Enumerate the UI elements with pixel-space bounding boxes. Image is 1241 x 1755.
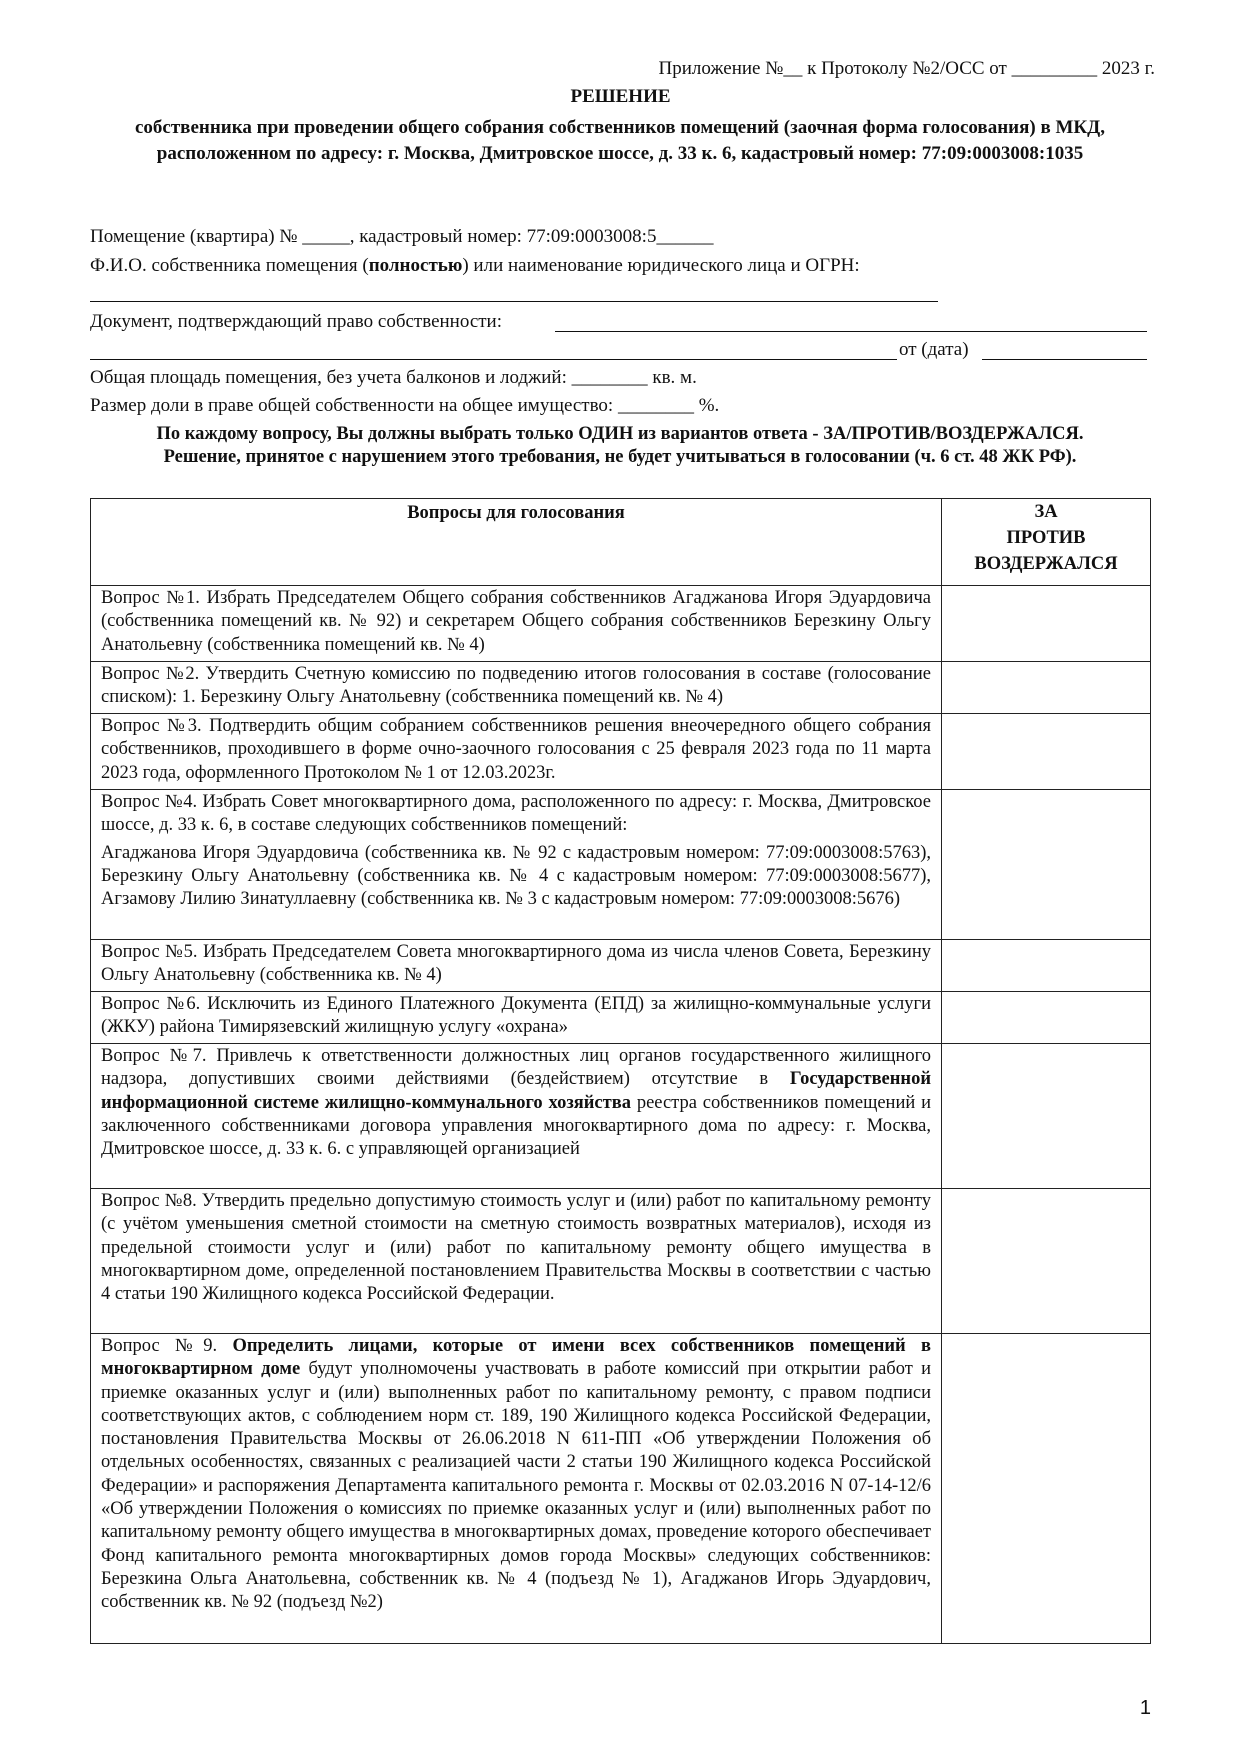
owner-label-suffix: ) или наименование юридического лица и ОГРН: <box>462 255 860 276</box>
question-5-answer-cell[interactable] <box>942 940 1151 992</box>
answer-for-label: ЗА <box>1034 502 1058 522</box>
question-9-number: Вопрос №9. <box>101 1336 233 1356</box>
voting-table <box>90 498 1151 1644</box>
question-3-text: Вопрос №3. Подтвердить общим собранием собственников решения внеочередного общего собрания собственников, проходившего в форме очно-заочного голосования с 25 февраля 2023 года по 11 марта 2023 года, оформленного Протоколом № 1 от 12.03.2023г. <box>91 714 942 790</box>
table-row <box>91 992 1151 1044</box>
question-7-part-1: Вопрос №7. Привлечь к ответственности должностных лиц органов государственного жилищного надзора, допустивших своими действиями (бездействием) отсутствие в <box>101 1046 931 1090</box>
question-6-answer-cell[interactable] <box>942 992 1151 1044</box>
answer-against-label: ПРОТИВ <box>1006 528 1086 548</box>
ownership-document-label: Документ, подтверждающий право собственности: <box>90 311 503 332</box>
table-header-row <box>91 499 1151 586</box>
area-field: Общая площадь помещения, без учета балконов и лоджий: ________ кв. м. <box>90 367 697 388</box>
question-7-bold: Государственной информационной системе жилищно-коммунального хозяйства <box>101 1069 931 1113</box>
table-row <box>91 1189 1151 1334</box>
table-row <box>91 662 1151 714</box>
question-7-answer-cell[interactable] <box>942 1044 1151 1189</box>
question-6-text: Вопрос №6. Исключить из Единого Платежного Документа (ЕПД) за жилищно-коммунальные услуги (ЖКУ) района Тимирязевский жилищную услугу «охрана» <box>91 992 942 1044</box>
table-row <box>91 1334 1151 1644</box>
ownership-document-line-2[interactable] <box>90 359 897 360</box>
question-8-answer-cell[interactable] <box>942 1189 1151 1334</box>
question-3-answer-cell[interactable] <box>942 714 1151 790</box>
table-row <box>91 1044 1151 1189</box>
question-9-body: будут уполномочены участвовать в работе комиссий при открытии работ и приемке оказанных услуг и (или) выполненных работ по капитальному ремонту, с правом подписи соответствующих актов, с соблюдением норм ст. 189, 190 Жилищного кодекса Российской Федерации, постановления Правительства Москвы от 26.06.2018 N 611-ПП «Об утверждении Положения об отдельных особенностях, связанных с реализацией части 2 статьи 190 Жилищного кодекса Российской Федерации» и распоряжения Департамента капитального ремонта г. Москвы от 02.03.2016 N 07-14-12/6 «Об утверждении Положения о комиссиях по приемке оказанных услуг и (или) выполненных работ по капитальному ремонту общего имущества в многоквартирных домах, проведение которого обеспечивает Фонд капитального ремонта многоквартирных домов города Москвы» следующих собственников: Березкина Ольга Анатольевна, собственник кв. № 4 (подъезд № 1), Агаджанов Игорь Эдуардович, собственник кв. № 92 (подъезд №2) <box>101 1359 931 1613</box>
question-4-answer-cell[interactable] <box>942 790 1151 940</box>
owner-name-line[interactable] <box>90 301 938 302</box>
question-7-text <box>91 1044 942 1189</box>
page-number: 1 <box>1139 1697 1151 1719</box>
voting-notice-line-1: По каждому вопросу, Вы должны выбрать только ОДИН из вариантов ответа - ЗА/ПРОТИВ/ВОЗДЕРЖАЛСЯ. <box>156 424 1084 444</box>
question-2-answer-cell[interactable] <box>942 662 1151 714</box>
question-8-text: Вопрос №8. Утвердить предельно допустимую стоимость услуг и (или) работ по капитальному ремонту (с учётом уменьшения сметной стоимости на сметную стоимость возвратных материалов), исходя из предельной стоимости услуг и (или) работ по капитальному ремонту общего имущества в многоквартирном доме, определенной постановлением Правительства Москвы в соответствии с частью 4 статьи 190 Жилищного кодекса Российской Федерации. <box>91 1189 942 1334</box>
table-row <box>91 586 1151 662</box>
document-title: РЕШЕНИЕ <box>570 86 671 107</box>
table-row <box>91 714 1151 790</box>
premises-field: Помещение (квартира) № _____, кадастровый номер: 77:09:0003008:5______ <box>90 226 714 247</box>
question-4-intro: Вопрос №4. Избрать Совет многоквартирного дома, расположенного по адресу: г. Москва, Дмитровское шоссе, д. 33 к. 6, в составе следующих собственников помещений: <box>101 792 931 836</box>
question-4-text <box>91 790 942 940</box>
question-5-text: Вопрос №5. Избрать Председателем Совета многоквартирного дома из числа членов Совета, Березкину Ольгу Анатольевну (собственника кв. № 4) <box>91 940 942 992</box>
question-9-bold: Определить лицами, которые от имени всех собственников помещений в многоквартирном доме <box>101 1336 931 1380</box>
answers-column-header <box>942 499 1151 586</box>
annex-reference: Приложение №__ к Протоколу №2/ОСС от _________ 2023 г. <box>658 58 1155 79</box>
table-row <box>91 940 1151 992</box>
question-4-members: Агаджанова Игоря Эдуардовича (собственника кв. № 92 с кадастровым номером: 77:09:0003008:5763), Березкину Ольгу Анатольевну (собственника кв. № 4 с кадастровым номером: 77:09:0003008:5677), Агзамову Лилию Зинатуллаевну (собственника кв. № 3 с кадастровым номером: 77:09:0003008:5676) <box>101 842 931 910</box>
ownership-document-line[interactable] <box>555 331 1147 332</box>
owner-field-label <box>90 255 860 277</box>
document-subtitle: собственника при проведении общего собрания собственников помещений (заочная форма голосования) в МКД, расположенном по адресу: г. Москва, Дмитровское шоссе, д. 33 к. 6, кадастровый номер: 77:09:0003008:1035 <box>134 117 1105 164</box>
question-1-text: Вопрос №1. Избрать Председателем Общего собрания собственников Агаджанова Игоря Эдуардовича (собственника помещений кв. № 92) и секретарем Общего собрания собственников Березкину Ольгу Анатольевну (собственника помещений кв. № 4) <box>91 586 942 662</box>
question-1-answer-cell[interactable] <box>942 586 1151 662</box>
questions-column-header: Вопросы для голосования <box>91 499 942 586</box>
date-line[interactable] <box>982 359 1147 360</box>
owner-label-prefix: Ф.И.О. собственника помещения ( <box>90 255 369 276</box>
table-row <box>91 790 1151 940</box>
question-7-part-2: реестра собственников помещений и заключенного собственниками договора управления многоквартирного дома по адресу: г. Москва, Дмитровское шоссе, д. 33 к. 6. с управляющей организацией <box>101 1092 931 1160</box>
question-9-answer-cell[interactable] <box>942 1334 1151 1644</box>
date-label: от (дата) <box>899 339 969 360</box>
share-field: Размер доли в праве общей собственности на общее имущество: ________ %. <box>90 395 720 416</box>
owner-label-bold: полностью <box>368 255 463 276</box>
voting-notice-line-2: Решение, принятое с нарушением этого требования, не будет учитываться в голосовании (ч. 6 ст. 48 ЖК РФ). <box>163 447 1077 467</box>
answer-abstain-label: ВОЗДЕРЖАЛСЯ <box>974 554 1118 574</box>
question-9-text <box>91 1334 942 1644</box>
question-2-text: Вопрос №2. Утвердить Счетную комиссию по подведению итогов голосования в составе (голосование списком): 1. Березкину Ольгу Анатольевну (собственника помещений кв. № 4) <box>91 662 942 714</box>
